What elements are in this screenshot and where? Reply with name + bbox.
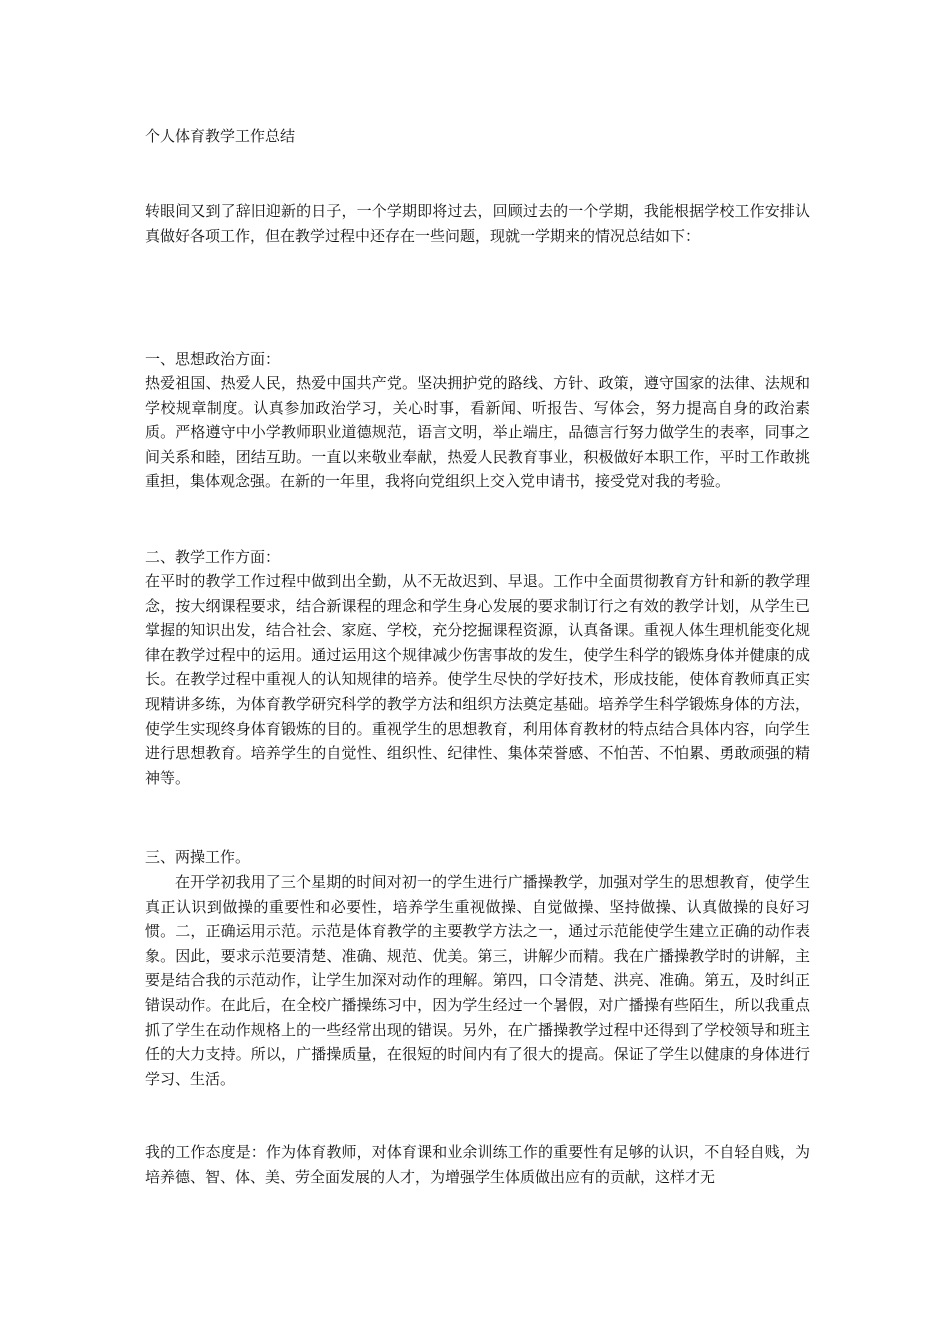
section-heading-exercises: 三、两操工作。 <box>145 848 251 866</box>
section-body-teaching: 在平时的教学工作过程中做到出全勤，从不无故迟到、早退。工作中全面贯彻教育方针和新的教学理念，按大纲课程要求，结合新课程的理念和学生身心发展的要求制订行之有效的教学计划，从学生已掌握的知识出发，结合社会、家庭、学校，充分挖掘课程资源，认真备课。重视人体生理机能变化规律在教学过程中的运用。通过运用这个规律减少伤害事故的发生，使学生科学的锻炼身体并健康的成长。在教学过程中重视人的认知规律的培养。使学生尽快的学好技术，形成技能，使体育教师真正实现精讲多练，为体育教学研究科学的教学方法和组织方法奠定基础。培养学生科学锻炼身体的方法，使学生实现终身体育锻炼的目的。重视学生的思想教育，利用体育教材的特点结合具体内容，向学生进行思想教育。培养学生的自觉性、组织性、纪律性、集体荣誉感、不怕苦、不怕累、勇敢顽强的精神等。 <box>145 572 810 787</box>
section-body-political: 热爱祖国、热爱人民，热爱中国共产党。坚决拥护党的路线、方针、政策，遵守国家的法律、法规和学校规章制度。认真参加政治学习，关心时事，看新闻、听报告、写体会，努力提高自身的政治素质。严格遵守中小学教师职业道德规范，语言文明，举止端庄，品德言行努力做学生的表率，同事之间关系和睦，团结互助。一直以来敬业奉献，热爱人民教育事业，积极做好本职工作，平时工作敢挑重担，集体观念强。在新的一年里，我将向党组织上交入党申请书，接受党对我的考验。 <box>145 374 810 491</box>
document-title: 个人体育教学工作总结 <box>145 127 296 145</box>
section-body-exercises: 在开学初我用了三个星期的时间对初一的学生进行广播操教学，加强对学生的思想教育，使学生真正认识到做操的重要性和必要性，培养学生重视做操、自觉做操、坚持做操、认真做操的良好习惯。二，正确运用示范。示范是体育教学的主要教学方法之一，通过示范能使学生建立正确的动作表象。因此，要求示范要清楚、准确、规范、优美。第三，讲解少而精。我在广播操教学时的讲解，主要是结合我的示范动作，让学生加深对动作的理解。第四，口令清楚、洪亮、准确。第五，及时纠正错误动作。在此后，在全校广播操练习中，因为学生经过一个暑假，对广播操有些陌生，所以我重点抓了学生在动作规格上的一些经常出现的错误。另外，在广播操教学过程中还得到了学校领导和班主任的大力支持。所以，广播操质量，在很短的时间内有了很大的提高。保证了学生以健康的身体进行学习、生活。 <box>145 873 810 1088</box>
section-heading-teaching: 二、教学工作方面： <box>145 548 281 566</box>
attitude-paragraph: 我的工作态度是：作为体育教师，对体育课和业余训练工作的重要性有足够的认识，不自轻自贱，为培养德、智、体、美、劳全面发展的人才，为增强学生体质做出应有的贡献，这样才无 <box>145 1143 810 1186</box>
section-heading-political: 一、思想政治方面： <box>145 350 281 368</box>
intro-paragraph: 转眼间又到了辞旧迎新的日子，一个学期即将过去，回顾过去的一个学期，我能根据学校工作安排认真做好各项工作，但在教学过程中还存在一些问题，现就一学期来的情况总结如下： <box>145 202 810 245</box>
